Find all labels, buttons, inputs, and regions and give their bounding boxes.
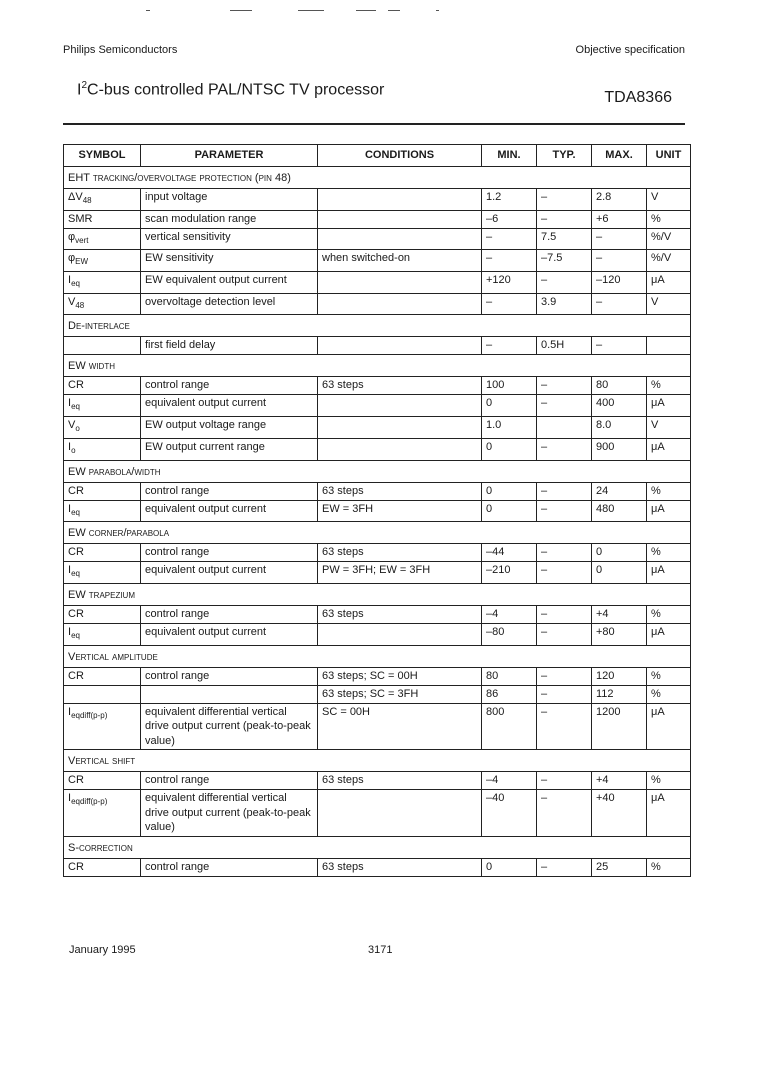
section-row xyxy=(64,167,691,189)
cell-typ: 3.9 xyxy=(537,293,592,315)
cell-min: 1.0 xyxy=(482,417,537,439)
symbol-main: CR xyxy=(68,669,84,682)
symbol-subscript: eqdiff(p-p) xyxy=(71,710,108,720)
section-row xyxy=(64,460,691,482)
cell-unit: V xyxy=(647,293,691,315)
column-header: MAX. xyxy=(592,145,647,167)
cell-unit: V xyxy=(647,417,691,439)
column-header: MIN. xyxy=(482,145,537,167)
section-title: Vertical amplitude xyxy=(64,645,691,667)
cell-max: –120 xyxy=(592,272,647,294)
cell-unit: μA xyxy=(647,703,691,750)
cell-unit: μA xyxy=(647,623,691,645)
cell-max: 25 xyxy=(592,858,647,876)
cell-typ: – xyxy=(537,623,592,645)
table-row xyxy=(64,250,691,272)
cell-symbol xyxy=(64,250,141,272)
cell-unit: μA xyxy=(647,562,691,584)
cell-unit: μA xyxy=(647,395,691,417)
cell-symbol xyxy=(64,605,141,623)
table-row xyxy=(64,417,691,439)
cell-min: – xyxy=(482,337,537,355)
cell-min: – xyxy=(482,228,537,250)
cell-parameter: equivalent output current xyxy=(141,500,318,522)
cell-unit: % xyxy=(647,482,691,500)
symbol-main: I xyxy=(68,792,72,805)
cell-conditions: 63 steps; SC = 3FH xyxy=(318,685,482,703)
cell-min: –44 xyxy=(482,544,537,562)
cell-conditions: SC = 00H xyxy=(318,703,482,750)
cell-conditions xyxy=(318,293,482,315)
section-title: EW corner/parabola xyxy=(64,522,691,544)
cell-max: 900 xyxy=(592,438,647,460)
document-status: Objective specification xyxy=(575,44,685,56)
cell-conditions xyxy=(318,395,482,417)
cell-typ: – xyxy=(537,790,592,837)
cell-parameter: control range xyxy=(141,858,318,876)
cell-conditions: when switched-on xyxy=(318,250,482,272)
cell-symbol xyxy=(64,562,141,584)
cell-unit: % xyxy=(647,210,691,228)
cell-conditions: 63 steps xyxy=(318,544,482,562)
cell-symbol xyxy=(64,417,141,439)
cell-unit: % xyxy=(647,377,691,395)
symbol-subscript: eq xyxy=(71,279,80,289)
cell-max: 112 xyxy=(592,685,647,703)
table-row xyxy=(64,667,691,685)
cell-parameter: overvoltage detection level xyxy=(141,293,318,315)
cell-typ: – xyxy=(537,189,592,211)
cell-min: 100 xyxy=(482,377,537,395)
cell-symbol xyxy=(64,377,141,395)
title-rest: C-bus controlled PAL/NTSC TV processor xyxy=(87,81,385,99)
symbol-main: CR xyxy=(68,607,84,620)
cell-typ: – xyxy=(537,544,592,562)
cell-conditions: 63 steps xyxy=(318,482,482,500)
cell-symbol xyxy=(64,685,141,703)
cell-typ: 0.5H xyxy=(537,337,592,355)
spec-table xyxy=(63,144,691,877)
cell-conditions xyxy=(318,189,482,211)
cell-max: – xyxy=(592,228,647,250)
column-header: CONDITIONS xyxy=(318,145,482,167)
cell-unit: % xyxy=(647,605,691,623)
cell-symbol xyxy=(64,623,141,645)
section-title: EW trapezium xyxy=(64,583,691,605)
cell-max: 1200 xyxy=(592,703,647,750)
symbol-main: V xyxy=(68,419,76,432)
cell-typ: 7.5 xyxy=(537,228,592,250)
cell-max: 0 xyxy=(592,562,647,584)
table-row xyxy=(64,395,691,417)
cell-symbol xyxy=(64,228,141,250)
cell-conditions: PW = 3FH; EW = 3FH xyxy=(318,562,482,584)
cell-unit: V xyxy=(647,189,691,211)
cell-unit: μA xyxy=(647,790,691,837)
footer-date: January 1995 xyxy=(69,944,136,956)
symbol-subscript: EW xyxy=(75,257,89,267)
section-row xyxy=(64,750,691,772)
table-row xyxy=(64,623,691,645)
cell-conditions: 63 steps xyxy=(318,772,482,790)
cell-symbol xyxy=(64,667,141,685)
cell-typ: – xyxy=(537,772,592,790)
table-row xyxy=(64,858,691,876)
cell-unit: μA xyxy=(647,438,691,460)
cell-max: 400 xyxy=(592,395,647,417)
cell-parameter: equivalent differential vertical drive output current (peak-to-peak value) xyxy=(141,703,318,750)
symbol-subscript: eq xyxy=(71,402,80,412)
cell-max: – xyxy=(592,293,647,315)
cell-unit: % xyxy=(647,858,691,876)
cell-typ: – xyxy=(537,500,592,522)
table-row xyxy=(64,272,691,294)
title-superscript: 2 xyxy=(81,80,88,91)
cell-typ: – xyxy=(537,858,592,876)
cell-min: –6 xyxy=(482,210,537,228)
symbol-main: SMR xyxy=(68,212,93,225)
cell-max: 24 xyxy=(592,482,647,500)
section-row xyxy=(64,836,691,858)
cell-max: 120 xyxy=(592,667,647,685)
cell-unit: μA xyxy=(647,272,691,294)
cell-typ xyxy=(537,417,592,439)
table-row xyxy=(64,377,691,395)
cell-parameter: control range xyxy=(141,667,318,685)
cell-min: – xyxy=(482,250,537,272)
cell-conditions xyxy=(318,623,482,645)
cell-min: 800 xyxy=(482,703,537,750)
cell-unit: μA xyxy=(647,500,691,522)
symbol-subscript: 48 xyxy=(82,196,92,206)
cell-max: – xyxy=(592,250,647,272)
scan-mark xyxy=(146,10,150,11)
cell-typ: – xyxy=(537,667,592,685)
cell-conditions xyxy=(318,210,482,228)
cell-conditions xyxy=(318,337,482,355)
section-title: Vertical shift xyxy=(64,750,691,772)
cell-conditions: 63 steps xyxy=(318,377,482,395)
cell-typ: – xyxy=(537,395,592,417)
section-row xyxy=(64,522,691,544)
symbol-main: CR xyxy=(68,774,84,787)
cell-typ: – xyxy=(537,377,592,395)
cell-max: 8.0 xyxy=(592,417,647,439)
cell-max: +4 xyxy=(592,772,647,790)
cell-typ: – xyxy=(537,482,592,500)
table-header-row xyxy=(64,145,691,167)
cell-symbol xyxy=(64,544,141,562)
table-row xyxy=(64,562,691,584)
cell-min: 1.2 xyxy=(482,189,537,211)
cell-conditions: 63 steps; SC = 00H xyxy=(318,667,482,685)
cell-symbol xyxy=(64,482,141,500)
cell-unit: %/V xyxy=(647,228,691,250)
symbol-main: V xyxy=(68,295,76,308)
cell-conditions xyxy=(318,417,482,439)
cell-min: +120 xyxy=(482,272,537,294)
symbol-main: CR xyxy=(68,484,84,497)
symbol-subscript: o xyxy=(75,424,80,434)
cell-max: +80 xyxy=(592,623,647,645)
cell-symbol xyxy=(64,293,141,315)
column-header: UNIT xyxy=(647,145,691,167)
symbol-subscript: vert xyxy=(75,235,89,245)
document-title xyxy=(77,75,397,101)
cell-parameter: first field delay xyxy=(141,337,318,355)
cell-min: 86 xyxy=(482,685,537,703)
cell-max: 480 xyxy=(592,500,647,522)
cell-min: –4 xyxy=(482,605,537,623)
cell-min: 0 xyxy=(482,438,537,460)
cell-symbol xyxy=(64,337,141,355)
section-title: EW parabola/width xyxy=(64,460,691,482)
cell-typ: –7.5 xyxy=(537,250,592,272)
cell-max: +6 xyxy=(592,210,647,228)
cell-min: 0 xyxy=(482,500,537,522)
symbol-main: CR xyxy=(68,860,84,873)
table-row xyxy=(64,337,691,355)
cell-parameter: control range xyxy=(141,377,318,395)
column-header: SYMBOL xyxy=(64,145,141,167)
cell-symbol xyxy=(64,272,141,294)
symbol-main: I xyxy=(68,705,72,718)
cell-conditions xyxy=(318,228,482,250)
cell-parameter: control range xyxy=(141,772,318,790)
symbol-subscript: eqdiff(p-p) xyxy=(71,797,108,807)
cell-conditions xyxy=(318,438,482,460)
symbol-main: CR xyxy=(68,546,84,559)
cell-unit: % xyxy=(647,544,691,562)
scan-mark xyxy=(298,10,324,11)
table-row xyxy=(64,772,691,790)
cell-typ: – xyxy=(537,703,592,750)
section-row xyxy=(64,583,691,605)
cell-parameter: EW sensitivity xyxy=(141,250,318,272)
cell-symbol xyxy=(64,858,141,876)
symbol-main: I xyxy=(68,625,72,638)
cell-parameter xyxy=(141,685,318,703)
column-header: PARAMETER xyxy=(141,145,318,167)
cell-min: 0 xyxy=(482,395,537,417)
table-row xyxy=(64,293,691,315)
cell-symbol xyxy=(64,210,141,228)
symbol-subscript: o xyxy=(71,446,76,455)
section-title: EW width xyxy=(64,355,691,377)
cell-parameter: equivalent output current xyxy=(141,562,318,584)
cell-parameter: equivalent differential vertical drive output current (peak-to-peak value) xyxy=(141,790,318,837)
scan-mark xyxy=(436,10,439,11)
section-title: S-correction xyxy=(64,836,691,858)
cell-parameter: EW equivalent output current xyxy=(141,272,318,294)
cell-conditions: EW = 3FH xyxy=(318,500,482,522)
cell-unit: %/V xyxy=(647,250,691,272)
cell-parameter: input voltage xyxy=(141,189,318,211)
title-prefix: I xyxy=(77,81,82,99)
cell-unit: % xyxy=(647,685,691,703)
cell-parameter: control range xyxy=(141,605,318,623)
cell-parameter: scan modulation range xyxy=(141,210,318,228)
table-row xyxy=(64,228,691,250)
cell-conditions xyxy=(318,790,482,837)
cell-parameter: vertical sensitivity xyxy=(141,228,318,250)
section-row xyxy=(64,355,691,377)
symbol-subscript: eq xyxy=(71,507,80,517)
table-body xyxy=(64,167,691,877)
table-row xyxy=(64,605,691,623)
cell-symbol xyxy=(64,500,141,522)
symbol-subscript: eq xyxy=(71,569,80,579)
scan-mark xyxy=(230,10,252,11)
scan-mark xyxy=(356,10,376,11)
cell-typ: – xyxy=(537,562,592,584)
header-rule xyxy=(63,123,685,125)
cell-symbol xyxy=(64,772,141,790)
cell-max: – xyxy=(592,337,647,355)
cell-parameter: equivalent output current xyxy=(141,395,318,417)
cell-typ: – xyxy=(537,272,592,294)
table-row xyxy=(64,544,691,562)
symbol-subscript: 48 xyxy=(75,300,85,310)
cell-symbol xyxy=(64,189,141,211)
scan-mark xyxy=(388,10,400,11)
part-number: TDA8366 xyxy=(604,89,672,106)
symbol-main: I xyxy=(68,502,72,515)
cell-max: +4 xyxy=(592,605,647,623)
symbol-main: ΔV xyxy=(68,191,83,203)
cell-conditions: 63 steps xyxy=(318,858,482,876)
symbol-subscript: eq xyxy=(71,631,80,641)
cell-symbol xyxy=(64,395,141,417)
cell-max: 0 xyxy=(592,544,647,562)
cell-min: – xyxy=(482,293,537,315)
symbol-main: I xyxy=(68,274,72,287)
cell-max: +40 xyxy=(592,790,647,837)
table-row xyxy=(64,189,691,211)
section-row xyxy=(64,645,691,667)
cell-parameter: EW output current range xyxy=(141,438,318,460)
table-row xyxy=(64,438,691,460)
table-row xyxy=(64,210,691,228)
cell-unit xyxy=(647,337,691,355)
symbol-main: I xyxy=(68,440,72,453)
cell-min: 0 xyxy=(482,858,537,876)
table-row xyxy=(64,685,691,703)
table-row xyxy=(64,703,691,750)
cell-typ: – xyxy=(537,685,592,703)
cell-symbol xyxy=(64,790,141,837)
table-row xyxy=(64,790,691,837)
cell-parameter: control range xyxy=(141,482,318,500)
cell-typ: – xyxy=(537,605,592,623)
symbol-main: φ xyxy=(68,252,76,265)
cell-min: –4 xyxy=(482,772,537,790)
footer-page-number: 3171 xyxy=(368,944,393,956)
cell-min: –210 xyxy=(482,562,537,584)
cell-conditions xyxy=(318,272,482,294)
cell-parameter: EW output voltage range xyxy=(141,417,318,439)
cell-unit: % xyxy=(647,772,691,790)
cell-conditions: 63 steps xyxy=(318,605,482,623)
cell-unit: % xyxy=(647,667,691,685)
cell-min: 80 xyxy=(482,667,537,685)
cell-min: 0 xyxy=(482,482,537,500)
section-title: EHT tracking/overvoltage protection (pin 48) xyxy=(64,167,691,189)
cell-max: 80 xyxy=(592,377,647,395)
symbol-main: CR xyxy=(68,379,84,392)
symbol-main: I xyxy=(68,397,72,410)
cell-max: 2.8 xyxy=(592,189,647,211)
section-row xyxy=(64,315,691,337)
symbol-main: φ xyxy=(68,230,76,243)
symbol-main: I xyxy=(68,564,72,577)
cell-parameter: equivalent output current xyxy=(141,623,318,645)
table-row xyxy=(64,482,691,500)
table-row xyxy=(64,500,691,522)
section-title: De-interlace xyxy=(64,315,691,337)
column-header: TYP. xyxy=(537,145,592,167)
cell-min: –80 xyxy=(482,623,537,645)
cell-min: –40 xyxy=(482,790,537,837)
company-name: Philips Semiconductors xyxy=(63,44,178,56)
cell-parameter: control range xyxy=(141,544,318,562)
cell-typ: – xyxy=(537,210,592,228)
cell-symbol xyxy=(64,438,141,460)
cell-symbol xyxy=(64,703,141,750)
cell-typ: – xyxy=(537,438,592,460)
